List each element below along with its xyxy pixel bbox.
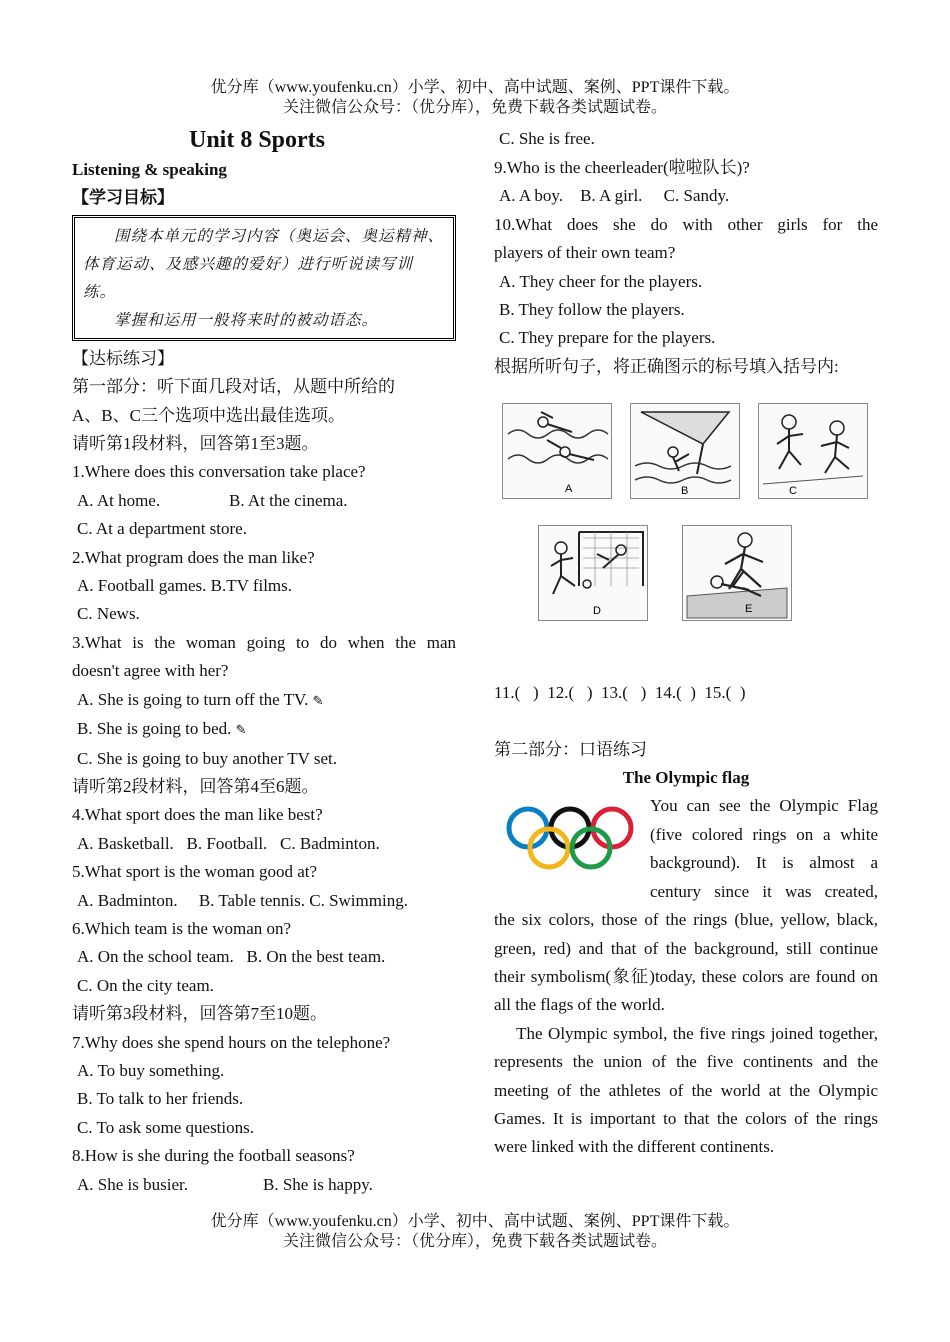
part1-instruction: A、B、C三个选项中选出最佳选项。 <box>72 405 345 425</box>
option: B. At the cinema. <box>229 490 348 510</box>
section-instruction: 请听第3段材料，回答第7至10题。 <box>72 1004 327 1024</box>
page-footer <box>0 1212 950 1252</box>
olympic-rings-icon <box>498 798 642 884</box>
picture-b <box>630 403 740 499</box>
question-5: 5.What sport is the woman good at? <box>72 862 318 882</box>
goals-box <box>72 215 456 341</box>
goals-heading: 【学习目标】 <box>72 188 174 208</box>
swimming-picture-icon <box>503 404 611 498</box>
reading-title: The Olympic flag <box>622 768 750 788</box>
option: A. She is busier. <box>77 1174 188 1194</box>
question-2: 2.What program does the man like? <box>72 547 315 567</box>
wrestling-picture-icon <box>683 526 791 620</box>
option <box>72 686 456 715</box>
question-7: 7.Why does she spend hours on the telephone? <box>72 1032 391 1052</box>
footer-line-2: 关注微信公众号：（优分库），免费下载各类试题试卷。 <box>282 1233 667 1250</box>
option-text: A. She is going to turn off the TV. <box>77 689 309 709</box>
page-title: Unit 8 Sports <box>188 127 326 153</box>
option: C. On the city team. <box>77 975 214 995</box>
footer-line-1: 优分库（www.youfenku.cn）小学、初中、高中试题、案例、PPT课件下载。 <box>210 1213 740 1230</box>
option: C. She is going to buy another TV set. <box>77 748 338 768</box>
option: A. Football games. B.TV films. <box>77 576 293 596</box>
soccer-goal-picture-icon <box>539 526 647 620</box>
question-6: 6.Which team is the woman on? <box>72 918 292 938</box>
running-picture-icon <box>759 404 867 498</box>
question-4: 4.What sport does the man like best? <box>72 805 323 825</box>
page-header <box>0 78 950 118</box>
goal-item: 围绕本单元的学习内容（奥运会、奥运精神、体育运动、及感兴趣的爱好）进行听说读写训练。 <box>83 226 445 301</box>
question-1-options <box>72 487 456 515</box>
picture-label: C <box>789 485 797 498</box>
pictures-area <box>494 381 878 681</box>
reading-line: background). It is almost a <box>650 853 878 873</box>
part1-instruction: 第一部分：听下面几段对话，从题中所给的 <box>72 377 395 397</box>
question-8-options <box>72 1171 456 1199</box>
left-column <box>72 124 456 1199</box>
section-instruction: 请听第2段材料，回答第4至6题。 <box>72 776 319 796</box>
option: C. News. <box>77 604 140 624</box>
option: B. She is happy. <box>263 1174 373 1194</box>
option <box>72 715 456 744</box>
header-line-2: 关注微信公众号：（优分库），免费下载各类试题试卷。 <box>282 99 667 116</box>
question-10 <box>494 211 878 239</box>
question-10-line: 10.What does she do with other girls for the <box>494 214 878 234</box>
reading-paragraph-1: the six colors, those of the rings (blue, yellow, black, green, red) and that of the background, still continue their symbolism(象征)today, these colors are found on all the flags of the world. <box>494 910 878 1015</box>
question-9: 9.Who is the cheerleader(啦啦队长)? <box>494 158 750 177</box>
pen-icon: ✎ <box>312 692 324 708</box>
reading-line: century since it was created, <box>650 881 878 901</box>
picture-a <box>502 403 612 499</box>
subtitle: Listening & speaking <box>72 160 227 179</box>
right-column <box>494 124 878 1162</box>
option: C. At a department store. <box>77 519 247 539</box>
question-3-line: doesn't agree with her? <box>72 661 229 681</box>
question-3 <box>72 629 456 657</box>
reading-paragraph-2: The Olympic symbol, the five rings joined together, represents the union of the five continents and the meeting of the athletes of the world at the Olympic Games. It is important to that the colors of the rings were linked with the different continents. <box>494 1023 878 1157</box>
option: A. They cheer for the players. <box>499 271 703 291</box>
picture-label: A <box>565 483 573 496</box>
picture-d <box>538 525 648 621</box>
picture-label: E <box>745 603 753 616</box>
header-line-1: 优分库（www.youfenku.cn）小学、初中、高中试题、案例、PPT课件下载。 <box>210 79 740 96</box>
picture-instruction: 根据所听句子，将正确图示的标号填入括号内: <box>494 356 839 376</box>
option: C. She is free. <box>499 129 595 148</box>
question-1: 1.Where does this conversation take place? <box>72 462 366 482</box>
question-10-line: players of their own team? <box>494 243 676 263</box>
option: A. Badminton. B. Table tennis. C. Swimming. <box>77 890 408 910</box>
option-text: B. She is going to bed. <box>77 719 232 739</box>
picture-e <box>682 525 792 621</box>
section-instruction: 请听第1段材料，回答第1至3题。 <box>72 434 319 454</box>
reading-line: (five colored rings on a white <box>650 824 878 844</box>
option: B. To talk to her friends. <box>77 1089 244 1109</box>
option: B. They follow the players. <box>499 300 685 320</box>
pen-icon: ✎ <box>235 722 247 738</box>
practice-heading: 【达标练习】 <box>72 348 174 368</box>
part2-heading: 第二部分：口语练习 <box>494 739 647 759</box>
option: A. Basketball. B. Football. C. Badminton. <box>77 833 380 853</box>
sailing-picture-icon <box>631 404 739 498</box>
picture-c <box>758 403 868 499</box>
option: A. On the school team. B. On the best team. <box>77 947 386 967</box>
option: C. To ask some questions. <box>77 1117 254 1137</box>
reading-passage <box>494 792 878 1161</box>
option: C. They prepare for the players. <box>499 328 716 348</box>
option: A. To buy something. <box>77 1060 225 1080</box>
question-3-line: 3.What is the woman going to do when the man <box>72 632 456 652</box>
answer-line: 11.( ) 12.( ) 13.( ) 14.( ) 15.( ) <box>494 683 746 703</box>
goal-item: 掌握和运用一般将来时的被动语态。 <box>114 310 379 329</box>
option: A. A boy. B. A girl. C. Sandy. <box>499 186 730 206</box>
reading-line: You can see the Olympic Flag <box>650 796 878 816</box>
picture-label: B <box>681 485 689 498</box>
question-8: 8.How is she during the football seasons? <box>72 1146 355 1166</box>
picture-label: D <box>593 605 601 618</box>
option: A. At home. <box>77 490 161 510</box>
